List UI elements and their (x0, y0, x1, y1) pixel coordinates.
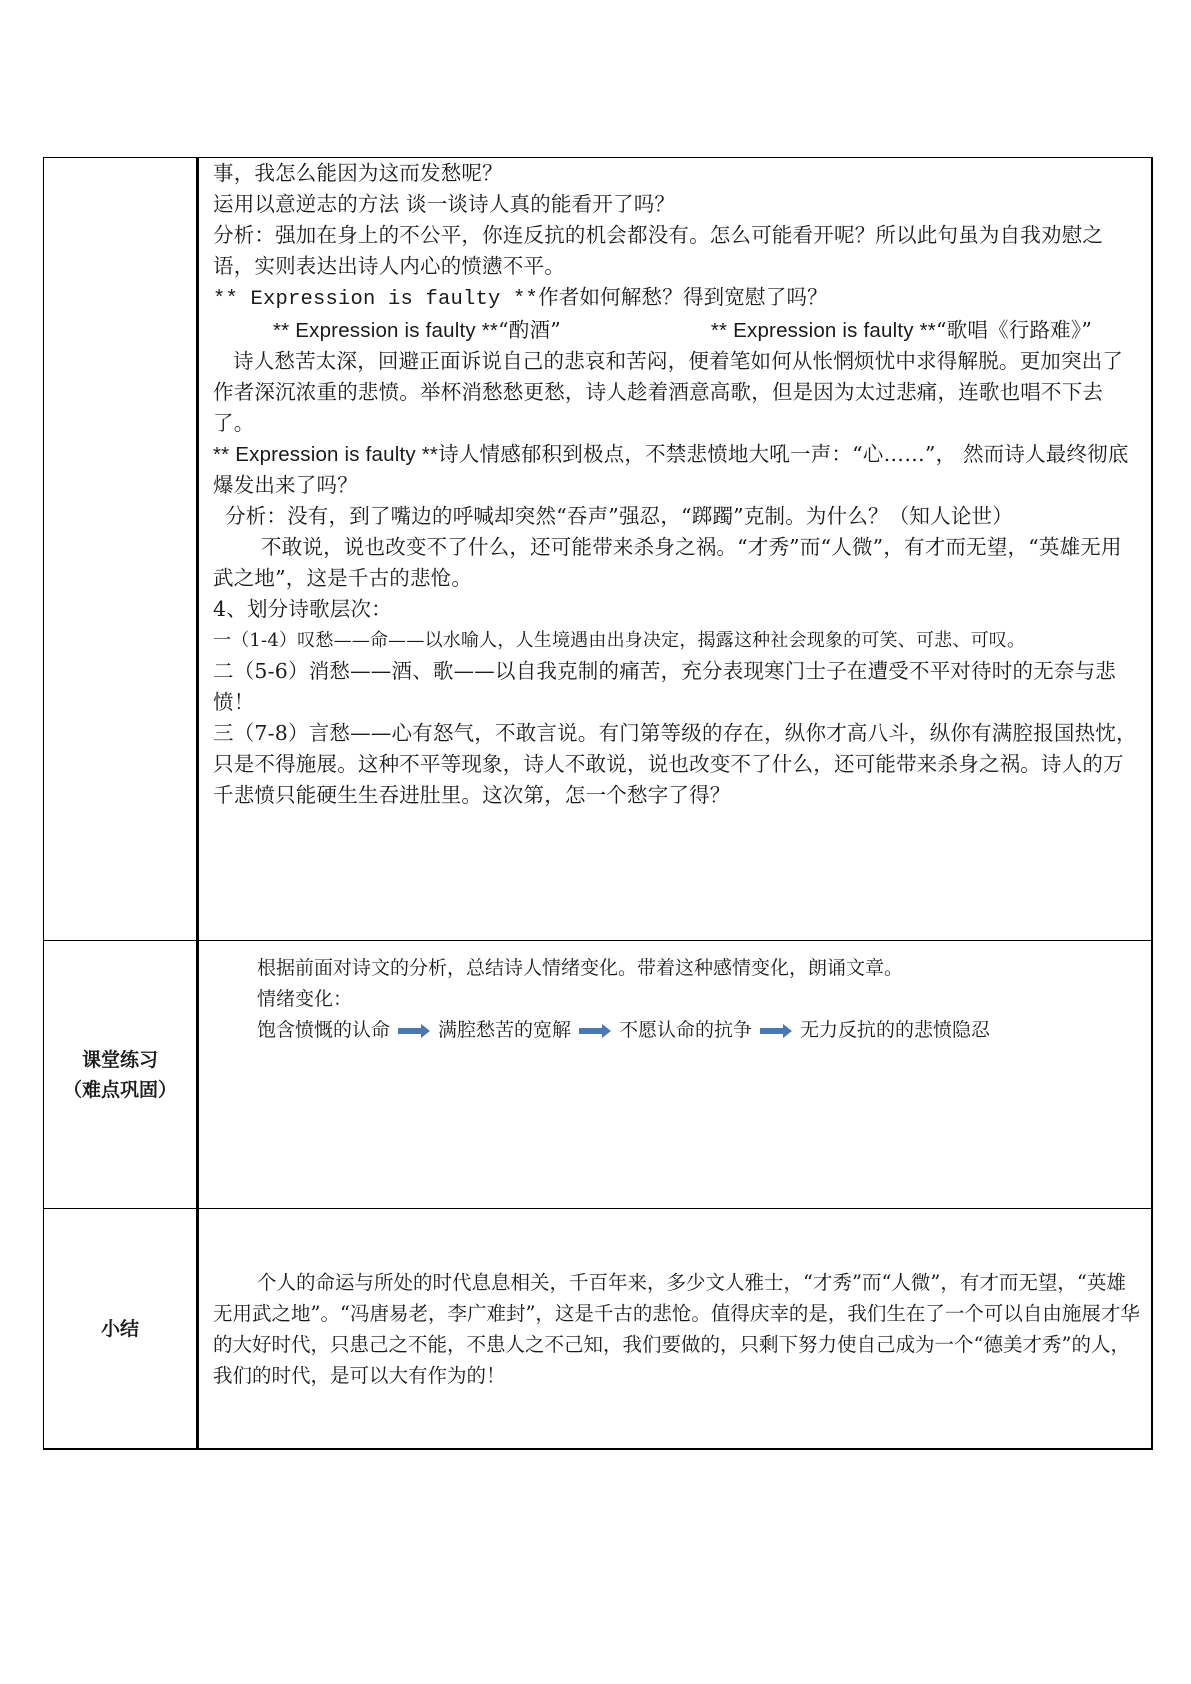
text-line: 运用以意逆志的方法 谈一谈诗人真的能看开了吗？ (213, 192, 676, 216)
practice-row (44, 941, 1151, 1209)
practice-sublabel: （难点巩固） (62, 1078, 177, 1101)
right-arrow-icon (398, 1025, 430, 1037)
error-marker: ** Expression is faulty ** (213, 443, 439, 466)
text-line: 分析：强加在身上的不公平，你连反抗的机会都没有。怎么可能看开呢？所以此句虽为自我劝慰之语，实则表达出诗人内心的愤懑不平。 (213, 223, 1104, 278)
question-line (213, 439, 1141, 501)
question-text: 诗人情感郁积到极点，不禁悲愤地大吼一声：“心……”， 然而诗人最终彻底爆发出来了吗？ (213, 442, 1129, 497)
practice-subtitle: 情绪变化： (257, 988, 353, 1010)
right-arrow-icon (760, 1025, 792, 1037)
layer-item: 一（1-4）叹愁——命——以水喻人，人生境遇由出身决定，揭露这种社会现象的可笑、可悲、可叹。 (213, 630, 1026, 651)
question-line (213, 282, 1141, 315)
analysis-content-cell (202, 158, 1151, 940)
error-marker: ** Expression is faulty ** (710, 319, 936, 342)
summary-label: 小结 (100, 1318, 139, 1340)
summary-text: 个人的命运与所处的时代息息相关，千百年来，多少文人雅士，“才秀”而“人微”，有才而无望，“英雄无用武之地”。“冯唐易老，李广难封”，这是千古的悲怆。值得庆幸的是，我们生在了一个可以自由施展才华的大好时代，只患己之不能，不患人之不己知，我们要做的，只剩下努力使自己成为一个“德美才秀”的人，我们的时代，是可以大有作为的！ (213, 1271, 1140, 1387)
text-paragraph: 分析：没有，到了嘴边的呼喊却突然“吞声”强忍，“踯躅”克制。为什么？（知人论世） (225, 504, 1013, 528)
question-text: 作者如何解愁？得到宽慰了吗？ (538, 285, 828, 309)
text-paragraph: 诗人愁苦太深，回避正面诉说自己的悲哀和苦闷，便着笔如何从怅惘烦忧中求得解脱。更加突出了作者深沉浓重的悲愤。举杯消愁愁更愁，诗人趁着酒意高歌，但是因为太过悲痛，连歌也唱不下去了。 (213, 349, 1124, 435)
practice-label-cell (44, 941, 199, 1208)
error-marker: ** Expression is faulty ** (273, 319, 499, 342)
summary-content-cell (202, 1209, 1151, 1449)
text-line: 事，我怎么能因为这而发愁呢？ (213, 161, 503, 185)
layer-item: 三（7-8）言愁——心有怒气，不敢言说。有门第等级的存在，纵你才高八斗，纵你有满腔报国热忱，只是不得施展。这种不平等现象，诗人不敢说，说也改变不了什么，还可能带来杀身之祸。诗人的万千悲愤只能硬生生吞进肚里。这次第，怎一个愁字了得？ (213, 721, 1137, 807)
emotion-flow (257, 1015, 1141, 1046)
emotion-step: 无力反抗的的悲愤隐忍 (800, 1019, 991, 1041)
section-heading: 4、划分诗歌层次： (213, 597, 392, 621)
practice-intro: 根据前面对诗文的分析，总结诗人情绪变化。带着这种感情变化，朗诵文章。 (257, 957, 904, 979)
answer-line (213, 315, 1141, 346)
error-marker: ** Expression is faulty ** (213, 288, 539, 311)
emotion-step: 不愿认命的抗争 (619, 1019, 753, 1041)
summary-row (44, 1209, 1151, 1449)
layer-item: 二（5-6）消愁——酒、歌——以自我克制的痛苦，充分表现寒门士子在遭受不平对待时的无奈与悲愤！ (213, 659, 1117, 714)
analysis-row (44, 158, 1151, 941)
answer-text: “酌酒” (498, 318, 561, 342)
summary-label-cell (44, 1209, 199, 1449)
text-paragraph: 不敢说，说也改变不了什么，还可能带来杀身之祸。“才秀”而“人微”，有才而无望，“英雄无用武之地”，这是千古的悲怆。 (213, 535, 1122, 590)
practice-content-cell (202, 941, 1151, 1208)
analysis-label-cell (44, 158, 199, 940)
practice-label: 课堂练习 (81, 1048, 158, 1071)
lesson-table (43, 157, 1153, 1450)
answer-text: “歌唱《行路难》” (935, 318, 1092, 342)
right-arrow-icon (579, 1025, 611, 1037)
emotion-step: 满腔愁苦的宽解 (438, 1019, 572, 1041)
emotion-step: 饱含愤慨的认命 (257, 1019, 391, 1041)
